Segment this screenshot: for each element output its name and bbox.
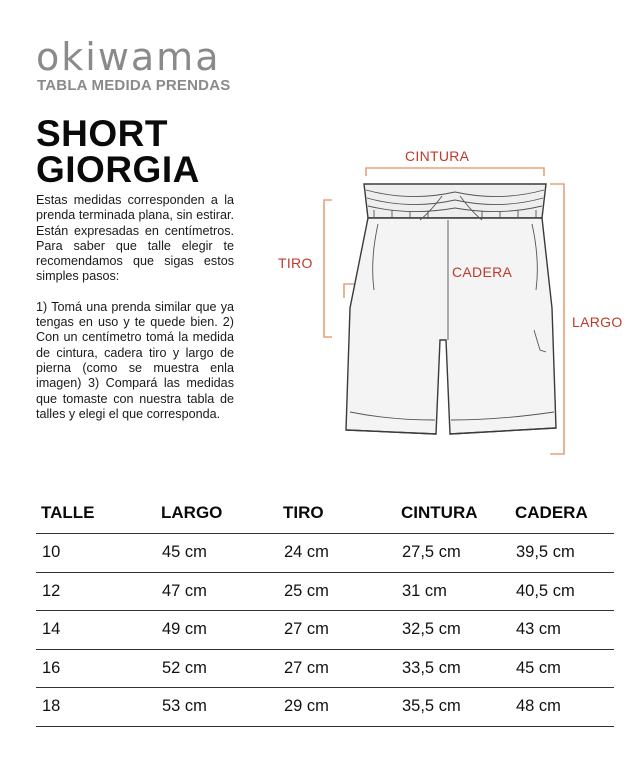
cell-cadera: 45 cm bbox=[510, 649, 614, 688]
table-row bbox=[36, 688, 614, 727]
header-talle: TALLE bbox=[41, 503, 95, 522]
description-intro: Estas medidas corresponden a la prenda terminada plana, sin estirar. Están expresadas en centímetros. Para saber que talle elegir te recomendamos que sigas estos simples pasos: bbox=[36, 193, 234, 284]
description bbox=[36, 193, 234, 422]
cell-cintura: 33,5 cm bbox=[396, 649, 510, 688]
cell-cintura: 31 cm bbox=[396, 572, 510, 611]
shorts-outline bbox=[346, 184, 556, 434]
header-cintura: CINTURA bbox=[401, 503, 478, 522]
table-row bbox=[36, 649, 614, 688]
cell-largo: 45 cm bbox=[156, 534, 278, 573]
cell-talle: 16 bbox=[36, 649, 156, 688]
title-line-1: SHORT bbox=[36, 113, 168, 154]
brand-logo: okiwama bbox=[36, 35, 221, 79]
cell-cadera: 43 cm bbox=[510, 611, 614, 650]
cell-tiro: 24 cm bbox=[278, 534, 396, 573]
cell-talle: 12 bbox=[36, 572, 156, 611]
cell-cadera: 40,5 cm bbox=[510, 572, 614, 611]
label-largo: LARGO bbox=[572, 314, 623, 330]
tiro-measure-line bbox=[324, 200, 332, 337]
table-header-row bbox=[36, 493, 614, 534]
label-tiro: TIRO bbox=[278, 255, 313, 271]
shorts-illustration bbox=[270, 140, 640, 470]
header-cadera: CADERA bbox=[515, 503, 588, 522]
cell-tiro: 29 cm bbox=[278, 688, 396, 727]
cell-cadera: 48 cm bbox=[510, 688, 614, 727]
table-row bbox=[36, 611, 614, 650]
page-title bbox=[36, 113, 200, 190]
cell-cadera: 39,5 cm bbox=[510, 534, 614, 573]
cell-tiro: 27 cm bbox=[278, 611, 396, 650]
cintura-measure-line bbox=[366, 168, 544, 176]
brand-subtitle: TABLA MEDIDA PRENDAS bbox=[37, 77, 231, 94]
title-line-2: GIORGIA bbox=[36, 149, 200, 190]
cell-talle: 10 bbox=[36, 534, 156, 573]
description-steps: 1) Tomá una prenda similar que ya tengas en uso y te quede bien. 2) Con un centímetro tomá la medida de cintura, cadera tiro y largo de pierna (como se muestra enla imagen) 3) Compará las medidas que tomaste con nuestra tabla de talles y elegi el que corresponda. bbox=[36, 299, 234, 421]
cell-talle: 14 bbox=[36, 611, 156, 650]
cell-largo: 47 cm bbox=[156, 572, 278, 611]
cell-largo: 49 cm bbox=[156, 611, 278, 650]
label-cadera: CADERA bbox=[452, 264, 513, 280]
cell-cintura: 27,5 cm bbox=[396, 534, 510, 573]
cell-cintura: 32,5 cm bbox=[396, 611, 510, 650]
label-cintura: CINTURA bbox=[405, 148, 470, 164]
table-row bbox=[36, 572, 614, 611]
cell-tiro: 27 cm bbox=[278, 649, 396, 688]
cell-tiro: 25 cm bbox=[278, 572, 396, 611]
cell-talle: 18 bbox=[36, 688, 156, 727]
cell-largo: 52 cm bbox=[156, 649, 278, 688]
header-tiro: TIRO bbox=[283, 503, 324, 522]
size-table bbox=[36, 493, 614, 727]
table-row bbox=[36, 534, 614, 573]
cell-cintura: 35,5 cm bbox=[396, 688, 510, 727]
header-largo: LARGO bbox=[161, 503, 223, 522]
cell-largo: 53 cm bbox=[156, 688, 278, 727]
shorts-diagram bbox=[270, 140, 640, 470]
